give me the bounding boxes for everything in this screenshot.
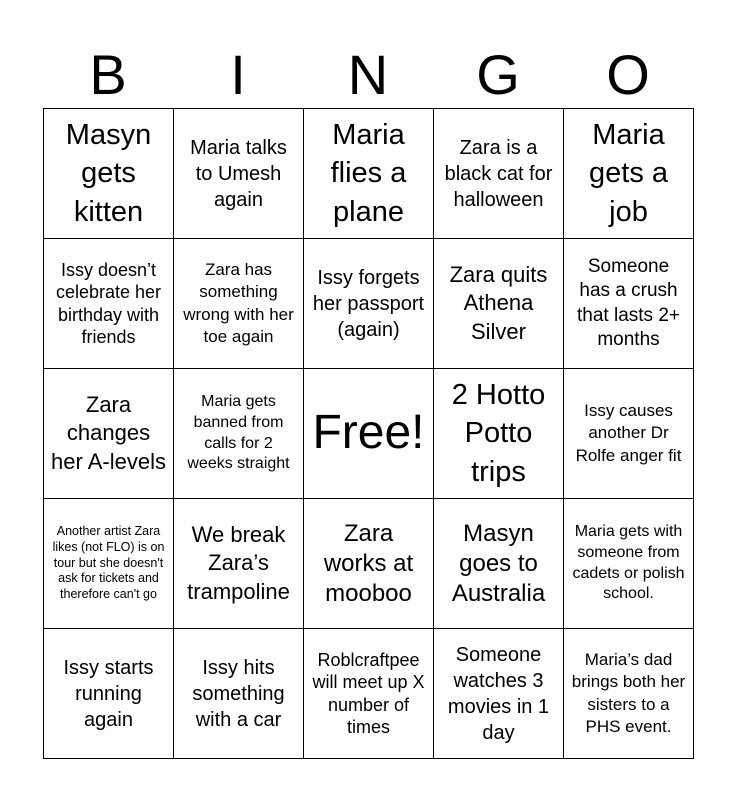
cell-text: Masyn goes to Australia [451, 519, 546, 607]
cell-text: Zara works at mooboo [323, 519, 414, 607]
free-space-text: Free! [312, 406, 425, 460]
bingo-cell[interactable] [44, 369, 174, 499]
header-letter-b: B [89, 43, 127, 106]
bingo-cell[interactable] [44, 239, 174, 369]
cell-text: Issy forgets her passport (again) [312, 266, 425, 341]
cell-text: Another artist Zara likes (not FLO) is on tour but she doesn't ask for tickets and therefore can't go [52, 523, 165, 602]
cell-text: Issy causes another Dr Rolfe anger fit [575, 401, 682, 465]
bingo-cell[interactable] [174, 629, 304, 759]
bingo-cell[interactable] [174, 239, 304, 369]
cell-text: Someone has a crush that lasts 2+ months [577, 255, 680, 350]
cell-text: We break Zara’s trampoline [187, 521, 290, 604]
cell-text: Someone watches 3 movies in 1 day [447, 643, 550, 744]
cell-text: Maria flies a plane [330, 118, 407, 228]
cell-text: 2 Hotto Potto trips [451, 378, 546, 488]
bingo-cell[interactable] [564, 109, 694, 239]
bingo-cell[interactable] [304, 499, 434, 629]
header-letter-g: G [476, 43, 520, 106]
cell-text: Issy starts running again [63, 656, 154, 731]
free-space-cell[interactable] [304, 369, 434, 499]
cell-text: Zara changes her A-levels [51, 391, 166, 474]
bingo-cell[interactable] [44, 109, 174, 239]
bingo-cell[interactable] [564, 499, 694, 629]
cell-text: Issy hits something with a car [192, 656, 285, 731]
bingo-cell[interactable] [564, 629, 694, 759]
cell-text: Masyn gets kitten [65, 118, 152, 228]
bingo-cell[interactable] [304, 109, 434, 239]
bingo-cell[interactable] [44, 499, 174, 629]
bingo-cell[interactable] [434, 629, 564, 759]
bingo-header [43, 42, 693, 108]
bingo-card-grid [43, 108, 694, 759]
cell-text: Maria talks to Umesh again [190, 136, 287, 211]
bingo-cell[interactable] [434, 109, 564, 239]
bingo-cell[interactable] [434, 499, 564, 629]
bingo-cell[interactable] [564, 239, 694, 369]
header-letter-i: I [230, 43, 246, 106]
header-letter-n: N [347, 43, 389, 106]
bingo-cell[interactable] [44, 629, 174, 759]
cell-text: Zara is a black cat for halloween [444, 136, 553, 211]
bingo-cell[interactable] [304, 629, 434, 759]
bingo-cell[interactable] [434, 239, 564, 369]
cell-text: Maria gets banned from calls for 2 weeks straight [187, 392, 290, 473]
cell-text: Maria gets a job [589, 118, 668, 228]
cell-text: Maria gets with someone from cadets or polish school. [572, 522, 685, 603]
cell-text: Maria’s dad brings both her sisters to a PHS event. [571, 650, 686, 736]
bingo-cell[interactable] [174, 369, 304, 499]
bingo-cell[interactable] [174, 499, 304, 629]
header-letter-o: O [606, 43, 650, 106]
cell-text: Zara has something wrong with her toe again [183, 260, 294, 346]
cell-text: Zara quits Athena Silver [449, 261, 548, 344]
bingo-cell[interactable] [174, 109, 304, 239]
bingo-cell[interactable] [434, 369, 564, 499]
cell-text: Roblcraftpee will meet up X number of times [312, 649, 425, 737]
cell-text: Issy doesn’t celebrate her birthday with friends [55, 259, 162, 347]
bingo-cell[interactable] [304, 239, 434, 369]
bingo-cell[interactable] [564, 369, 694, 499]
